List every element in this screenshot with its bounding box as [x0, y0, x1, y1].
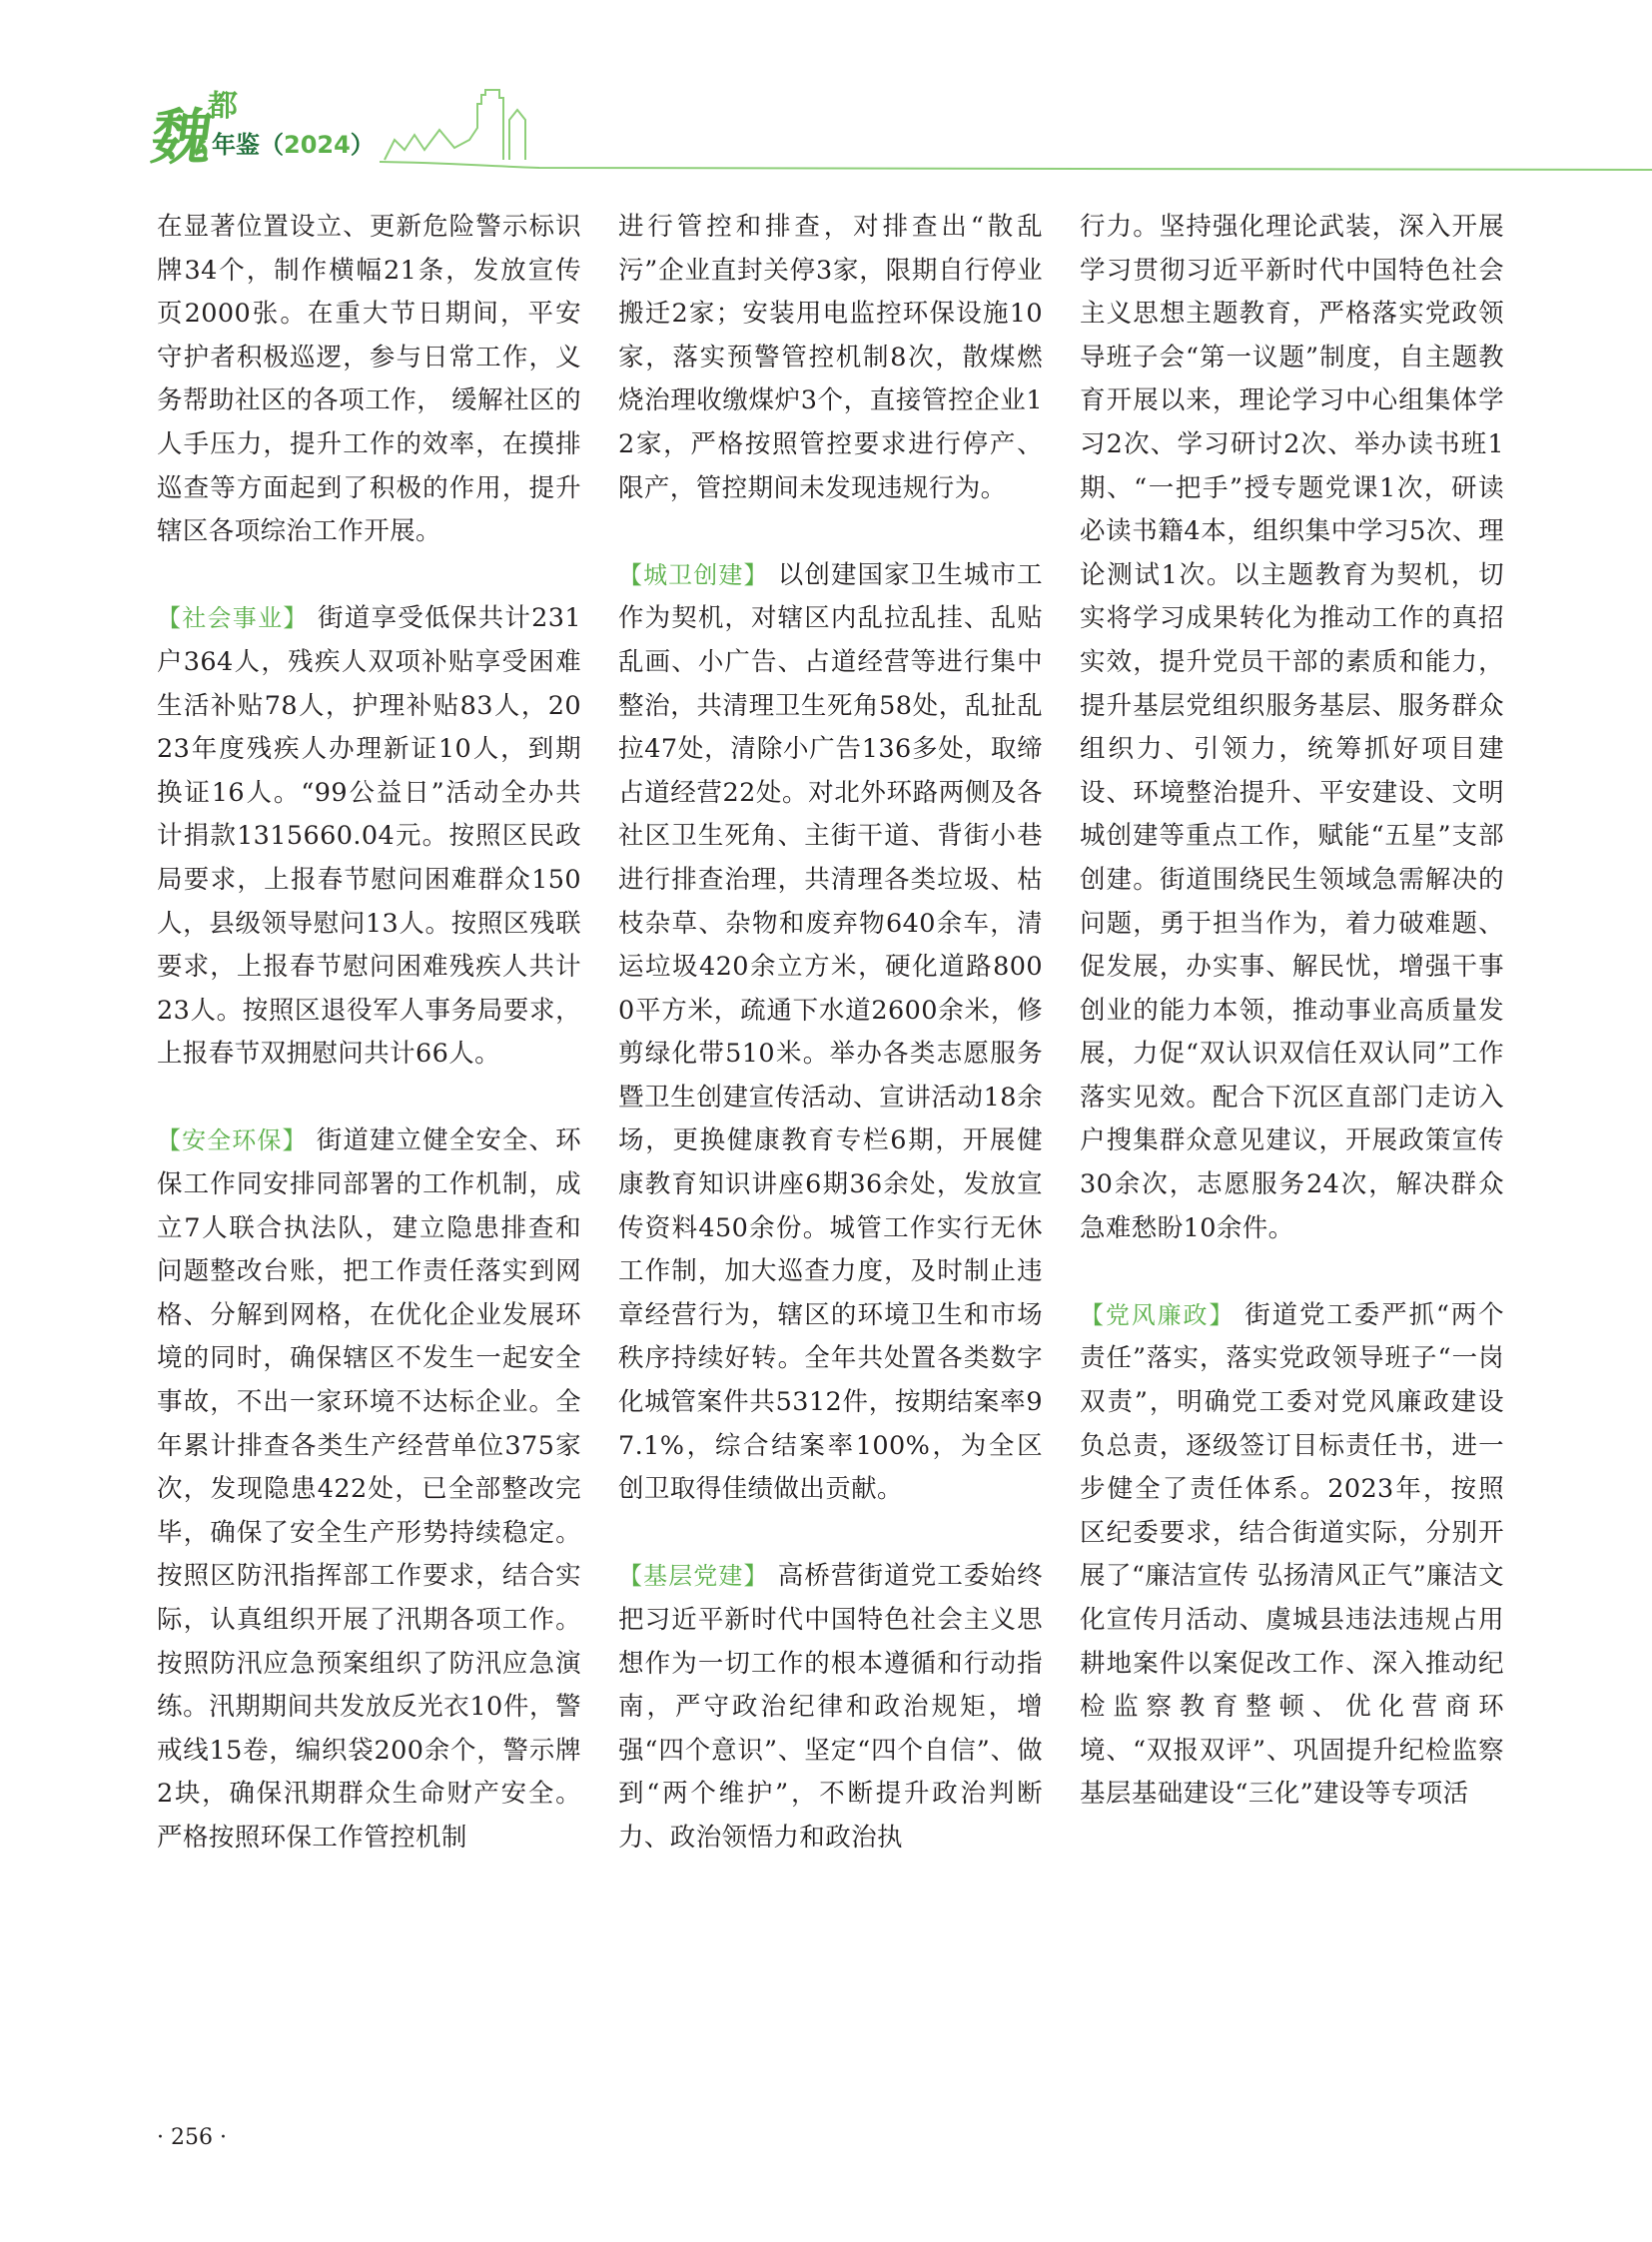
section-body: 街道建立健全安全、环保工作同安排同部署的工作机制，成立7人联合执法队，建立隐患排查和问题整改台账，把工作责任落实到网格、分解到网格，在优化企业发展环境的同时，确保辖区不发生一起安全事故，不出一家环境不达标企业。全年累计排查各类生产经营单位375家次，发现隐患422处，已全部整改完毕，确保了安全生产形势持续稳定。按照区防汛指挥部工作要求，结合实际，认真组织开展了汛期各项工作。按照防汛应急预案组织了防汛应急演练。汛期期间共发放反光衣10件，警戒线15卷，编织袋200余个，警示牌2块，确保汛期群众生命财产安全。严格按照环保工作管控机制 [157, 1125, 581, 1853]
text-column-2 [618, 206, 1043, 1861]
yearbook-year: 2024 [284, 131, 351, 159]
section-title: 【安全环保】 [157, 1126, 308, 1155]
section-clean-governance [1080, 1294, 1504, 1817]
page-header [0, 0, 1652, 180]
section-title: 【社会事业】 [157, 604, 309, 633]
yearbook-label-suffix: ） [350, 131, 375, 159]
section-body: 街道党工委严抓“两个责任”落实，落实党政领导班子“一岗双责”，明确党工委对党风廉政建设负总责，逐级签订目标责任书，进一步健全了责任体系。2023年，按照区纪委要求，结合街道实际，分别开展了“廉洁宣传 弘扬清风正气”廉洁文化宣传月活动、虞城县违法违规占用耕地案件以案促改工作、深入推动纪检监察教育整顿、优化营商环境、“双报双评”、巩固提升纪检监察基层基础建设“三化”建设等专项活 [1080, 1299, 1504, 1810]
section-party-building [618, 1555, 1043, 1860]
paragraph-continued: 进行管控和排查，对排查出“散乱污”企业直封关停3家，限期自行停业搬迁2家；安装用电监控环保设施10家，落实预警管控机制8次，散煤燃烧治理收缴煤炉3个，直接管控企业12家，严格按照管控要求进行停产、限产，管控期间未发现违规行为。 [618, 212, 1043, 503]
text-column-3 [1080, 206, 1504, 1817]
text-column-1 [157, 206, 581, 1861]
paragraph-continued: 在显著位置设立、更新危险警示标识牌34个，制作横幅21条，发放宣传页2000张。在重大节日期间，平安守护者积极巡逻，参与日常工作，义务帮助社区的各项工作， 缓解社区的人手压力，提升工作的效率，在摸排巡查等方面起到了积极的作用，提升辖区各项综治工作开展。 [157, 212, 581, 547]
section-body: 高桥营街道党工委始终把习近平新时代中国特色社会主义思想作为一切工作的根本遵循和行动指南，严守政治纪律和政治规矩，增强“四个意识”、坚定“四个自信”、做到“两个维护”，不断提升政治判断力、政治领悟力和政治执 [618, 1561, 1043, 1853]
logo-character-du: 都 [208, 89, 238, 124]
section-title: 【党风廉政】 [1080, 1300, 1236, 1329]
yearbook-title [212, 133, 375, 157]
section-title: 【城卫创建】 [618, 560, 769, 589]
logo-character-wei: 魏 [147, 103, 217, 173]
section-body: 街道享受低保共计231户364人，残疾人双项补贴享受困难生活补贴78人，护理补贴83人，2023年度残疾人办理新证10人，到期换证16人。“99公益日”活动全办共计捐款1315660.04元。按照区民政局要求，上报春节慰问困难群众150人，县级领导慰问13人。按照区残联要求，上报春节慰问困难残疾人共计23人。按照区退役军人事务局要求，上报春节双拥慰问共计66人。 [157, 603, 581, 1070]
section-safety-environment [157, 1120, 581, 1860]
section-title: 【基层党建】 [618, 1562, 769, 1591]
yearbook-label: 年鉴（ [212, 131, 284, 159]
section-urban-sanitation [618, 554, 1043, 1512]
page-number: · 256 · [157, 2125, 227, 2150]
section-body: 以创建国家卫生城市工作为契机，对辖区内乱拉乱挂、乱贴乱画、小广告、占道经营等进行集中整治，共清理卫生死角58处，乱扯乱拉47处，清除小广告136多处，取缔占道经营22处。对北外环路两侧及各社区卫生死角、主街干道、背街小巷进行排查治理，共清理各类垃圾、枯枝杂草、杂物和废弃物640余车，清运垃圾420余立方米，硬化道路8000平方米，疏通下水道2600余米，修剪绿化带510米。举办各类志愿服务暨卫生创建宣传活动、宣讲活动18余场，更换健康教育专栏6期，开展健康教育知识讲座6期36余处，发放宣传资料450余份。城管工作实行无休工作制，加大巡查力度，及时制止违章经营行为，辖区的环境卫生和市场秩序持续好转。全年共处置各类数字化城管案件共5312件，按期结案率97.1%，综合结案率100%，为全区创卫取得佳绩做出贡献。 [618, 559, 1043, 1505]
paragraph-continued: 行力。坚持强化理论武装，深入开展学习贯彻习近平新时代中国特色社会主义思想主题教育，严格落实党政领导班子会“第一议题”制度，自主题教育开展以来，理论学习中心组集体学习2次、学习研讨2次、举办读书班1期、“一把手”授专题党课1次，研读必读书籍4本，组织集中学习5次、理论测试1次。以主题教育为契机，切实将学习成果转化为推动工作的真招实效，提升党员干部的素质和能力，提升基层党组织服务基层、服务群众组织力、引领力，统筹抓好项目建设、环境整治提升、平安建设、文明城创建等重点工作，赋能“五星”支部创建。街道围绕民生领域急需解决的问题，勇于担当作为，着力破难题、促发展，办实事、解民忧，增强干事创业的能力本领，推动事业高质量发展，力促“双认识双信任双认同”工作落实见效。配合下沉区直部门走访入户搜集群众意见建议，开展政策宣传30余次，志愿服务24次，解决群众急难愁盼10余件。 [1080, 212, 1504, 1243]
section-social-affairs [157, 597, 581, 1077]
